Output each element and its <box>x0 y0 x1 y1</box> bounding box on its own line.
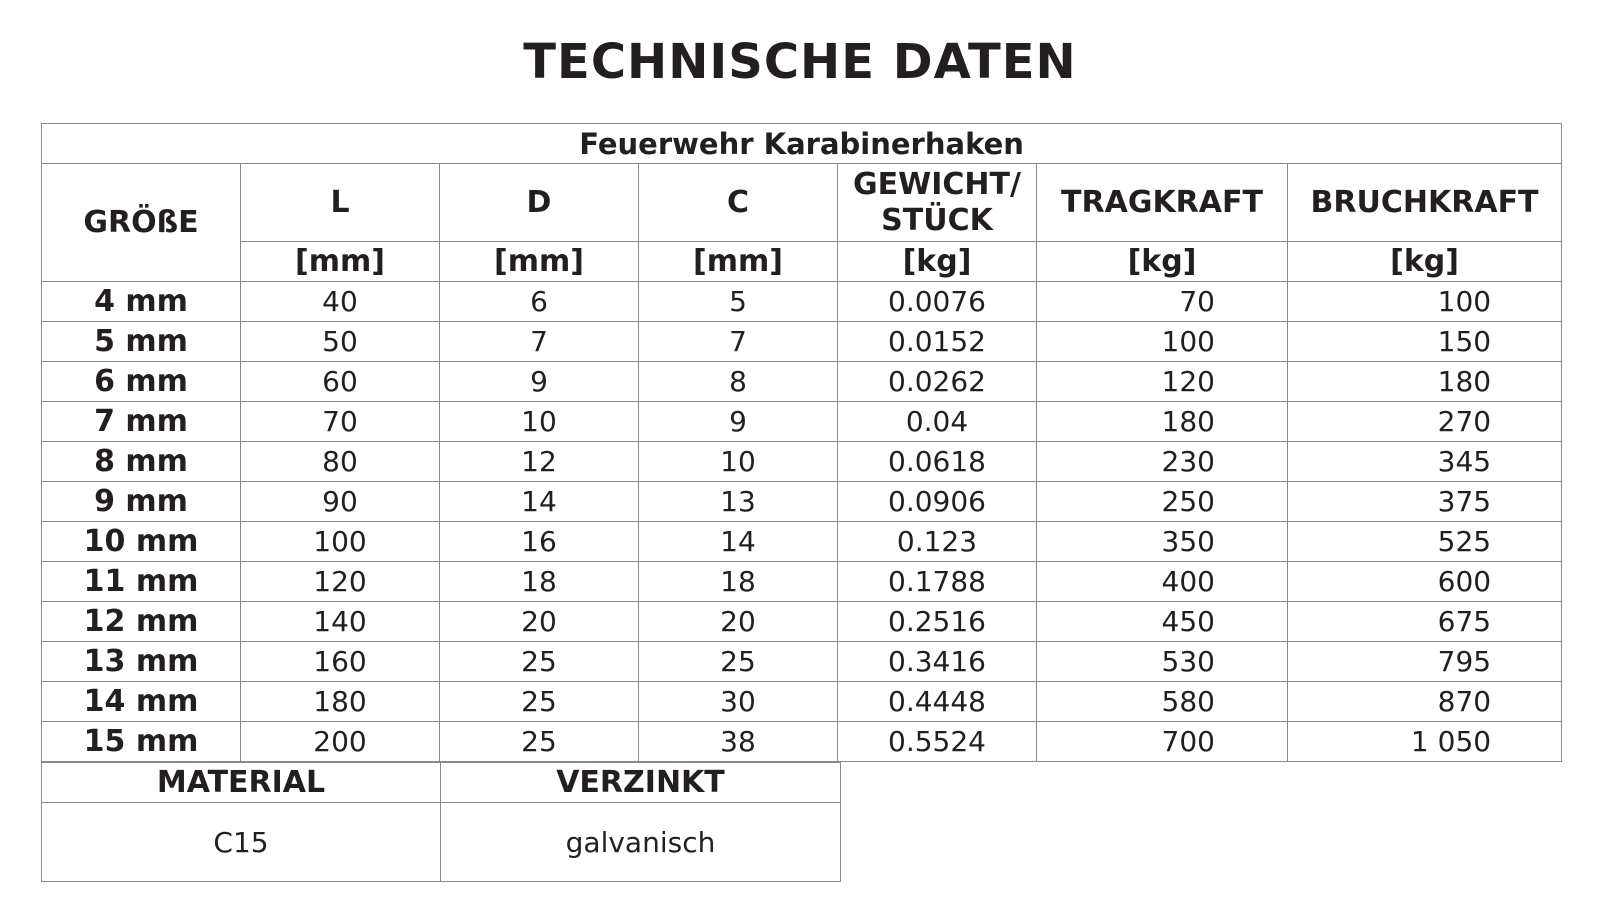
weight-cell: 0.4448 <box>838 682 1037 722</box>
weight-cell: 0.5524 <box>838 722 1037 762</box>
c-cell: 20 <box>639 602 838 642</box>
bruchkraft-cell: 600 <box>1288 562 1562 602</box>
l-cell: 200 <box>241 722 440 762</box>
c-cell: 25 <box>639 642 838 682</box>
size-cell: 4 mm <box>42 282 241 322</box>
bruchkraft-cell: 795 <box>1288 642 1562 682</box>
tragkraft-cell: 70 <box>1037 282 1288 322</box>
bruchkraft-cell: 675 <box>1288 602 1562 642</box>
weight-cell: 0.0262 <box>838 362 1037 402</box>
table-row <box>42 282 1562 322</box>
c-cell: 13 <box>639 482 838 522</box>
c-cell: 5 <box>639 282 838 322</box>
c-cell: 7 <box>639 322 838 362</box>
l-cell: 50 <box>241 322 440 362</box>
d-cell: 12 <box>440 442 639 482</box>
tragkraft-cell: 250 <box>1037 482 1288 522</box>
d-cell: 7 <box>440 322 639 362</box>
c-cell: 18 <box>639 562 838 602</box>
c-cell: 30 <box>639 682 838 722</box>
spec-table <box>41 123 1562 762</box>
table-row <box>42 522 1562 562</box>
size-cell: 5 mm <box>42 322 241 362</box>
weight-cell: 0.3416 <box>838 642 1037 682</box>
l-cell: 160 <box>241 642 440 682</box>
weight-cell: 0.0906 <box>838 482 1037 522</box>
tragkraft-cell: 120 <box>1037 362 1288 402</box>
bruchkraft-cell: 270 <box>1288 402 1562 442</box>
table-row <box>42 722 1562 762</box>
c-cell: 38 <box>639 722 838 762</box>
d-cell: 9 <box>440 362 639 402</box>
d-cell: 25 <box>440 642 639 682</box>
material-table <box>41 762 841 882</box>
weight-cell: 0.2516 <box>838 602 1037 642</box>
header-d: D <box>440 164 639 242</box>
unit-bruchkraft: [kg] <box>1288 242 1562 282</box>
bruchkraft-cell: 100 <box>1288 282 1562 322</box>
size-cell: 9 mm <box>42 482 241 522</box>
size-cell: 10 mm <box>42 522 241 562</box>
bruchkraft-cell: 525 <box>1288 522 1562 562</box>
header-weight-line2: STÜCK <box>881 202 993 238</box>
table-row <box>42 642 1562 682</box>
header-weight-line1: GEWICHT/ <box>853 166 1021 202</box>
l-cell: 90 <box>241 482 440 522</box>
tragkraft-cell: 230 <box>1037 442 1288 482</box>
tragkraft-cell: 350 <box>1037 522 1288 562</box>
material-value: C15 <box>42 803 441 882</box>
unit-d: [mm] <box>440 242 639 282</box>
l-cell: 140 <box>241 602 440 642</box>
tragkraft-cell: 530 <box>1037 642 1288 682</box>
header-weight <box>838 164 1037 242</box>
table-row <box>42 362 1562 402</box>
d-cell: 10 <box>440 402 639 442</box>
l-cell: 180 <box>241 682 440 722</box>
d-cell: 18 <box>440 562 639 602</box>
c-cell: 9 <box>639 402 838 442</box>
weight-cell: 0.0618 <box>838 442 1037 482</box>
size-cell: 11 mm <box>42 562 241 602</box>
weight-cell: 0.0152 <box>838 322 1037 362</box>
l-cell: 40 <box>241 282 440 322</box>
header-bruchkraft: BRUCHKRAFT <box>1288 164 1562 242</box>
d-cell: 14 <box>440 482 639 522</box>
table-row <box>42 682 1562 722</box>
table-row <box>42 402 1562 442</box>
unit-tragkraft: [kg] <box>1037 242 1288 282</box>
tragkraft-cell: 400 <box>1037 562 1288 602</box>
header-tragkraft: TRAGKRAFT <box>1037 164 1288 242</box>
table-row <box>42 562 1562 602</box>
table-row <box>42 442 1562 482</box>
bruchkraft-cell: 180 <box>1288 362 1562 402</box>
d-cell: 25 <box>440 722 639 762</box>
size-cell: 13 mm <box>42 642 241 682</box>
d-cell: 25 <box>440 682 639 722</box>
verzinkt-label: VERZINKT <box>441 763 841 803</box>
table-row <box>42 322 1562 362</box>
c-cell: 10 <box>639 442 838 482</box>
table-caption: Feuerwehr Karabinerhaken <box>42 124 1562 164</box>
weight-cell: 0.1788 <box>838 562 1037 602</box>
page-title: TECHNISCHE DATEN <box>523 34 1077 90</box>
material-label: MATERIAL <box>42 763 441 803</box>
size-cell: 8 mm <box>42 442 241 482</box>
size-cell: 12 mm <box>42 602 241 642</box>
tragkraft-cell: 180 <box>1037 402 1288 442</box>
l-cell: 120 <box>241 562 440 602</box>
size-cell: 15 mm <box>42 722 241 762</box>
l-cell: 100 <box>241 522 440 562</box>
table-row <box>42 602 1562 642</box>
d-cell: 16 <box>440 522 639 562</box>
d-cell: 20 <box>440 602 639 642</box>
l-cell: 80 <box>241 442 440 482</box>
tragkraft-cell: 580 <box>1037 682 1288 722</box>
bruchkraft-cell: 150 <box>1288 322 1562 362</box>
bruchkraft-cell: 1 050 <box>1288 722 1562 762</box>
unit-weight: [kg] <box>838 242 1037 282</box>
l-cell: 60 <box>241 362 440 402</box>
weight-cell: 0.0076 <box>838 282 1037 322</box>
weight-cell: 0.04 <box>838 402 1037 442</box>
unit-l: [mm] <box>241 242 440 282</box>
d-cell: 6 <box>440 282 639 322</box>
header-c: C <box>639 164 838 242</box>
bruchkraft-cell: 345 <box>1288 442 1562 482</box>
unit-c: [mm] <box>639 242 838 282</box>
bruchkraft-cell: 375 <box>1288 482 1562 522</box>
tragkraft-cell: 450 <box>1037 602 1288 642</box>
bruchkraft-cell: 870 <box>1288 682 1562 722</box>
tragkraft-cell: 100 <box>1037 322 1288 362</box>
size-cell: 6 mm <box>42 362 241 402</box>
c-cell: 8 <box>639 362 838 402</box>
c-cell: 14 <box>639 522 838 562</box>
table-row <box>42 482 1562 522</box>
size-cell: 14 mm <box>42 682 241 722</box>
verzinkt-value: galvanisch <box>441 803 841 882</box>
weight-cell: 0.123 <box>838 522 1037 562</box>
tragkraft-cell: 700 <box>1037 722 1288 762</box>
header-size: GRÖßE <box>42 164 241 282</box>
size-cell: 7 mm <box>42 402 241 442</box>
l-cell: 70 <box>241 402 440 442</box>
header-l: L <box>241 164 440 242</box>
